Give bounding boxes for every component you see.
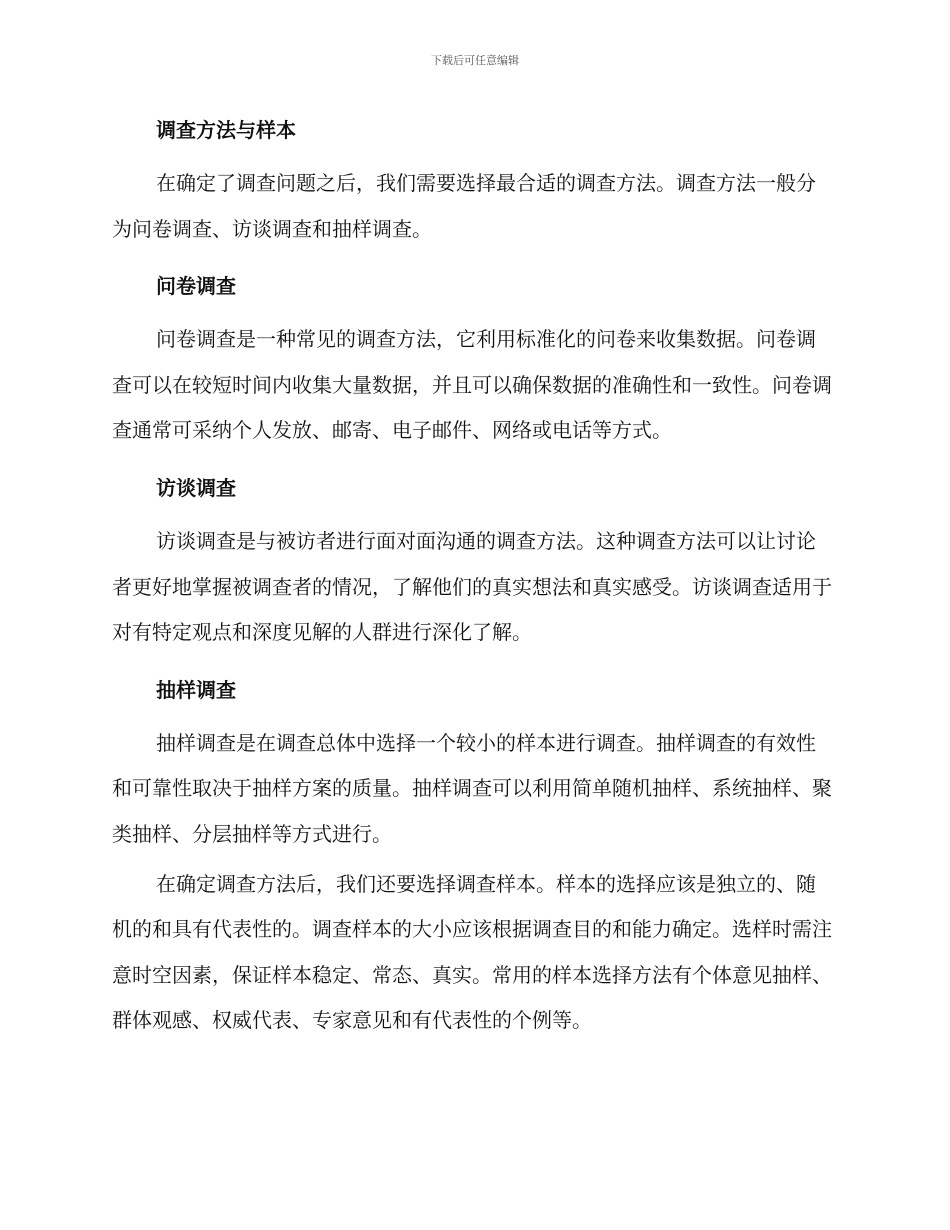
- page-header: 下载后可任意编辑: [431, 54, 519, 67]
- section-paragraph-methods: 在确定了调查问题之后，我们需要选择最合适的调查方法。调查方法一般分为问卷调查、访谈调查和抽样调查。: [112, 171, 816, 241]
- section-paragraph-interview: 访谈调查是与被访者进行面对面沟通的调查方法。这种调查方法可以让讨论者更好地掌握被调查者的情况，了解他们的真实想法和真实感受。访谈调查适用于对有特定观点和深度见解的人群进行深化了解。: [112, 528, 832, 645]
- section-heading-interview: 访谈调查: [156, 475, 236, 500]
- section-heading-methods: 调查方法与样本: [156, 118, 296, 142]
- closing-paragraph: 在确定调查方法后，我们还要选择调查样本。样本的选择应该是独立的、随机的和具有代表性的。调查样本的大小应该根据调查目的和能力确定。选样时需注意时空因素，保证样本稳定、常态、真实。常用的样本选择方法有个体意见抽样、群体观感、权威代表、专家意见和有代表性的个例等。: [112, 871, 832, 1033]
- document-body: [112, 116, 832, 1044]
- section-heading-questionnaire: 问卷调查: [156, 274, 236, 299]
- section-paragraph-questionnaire: 问卷调查是一种常见的调查方法，它利用标准化的问卷来收集数据。问卷调查可以在较短时间内收集大量数据，并且可以确保数据的准确性和一致性。问卷调查通常可采纳个人发放、邮寄、电子邮件、网络或电话等方式。: [112, 327, 832, 443]
- section-heading-sampling: 抽样调查: [156, 677, 236, 702]
- section-paragraph-sampling: 抽样调查是在调查总体中选择一个较小的样本进行调查。抽样调查的有效性和可靠性取决于抽样方案的质量。抽样调查可以利用简单随机抽样、系统抽样、聚类抽样、分层抽样等方式进行。: [112, 730, 832, 846]
